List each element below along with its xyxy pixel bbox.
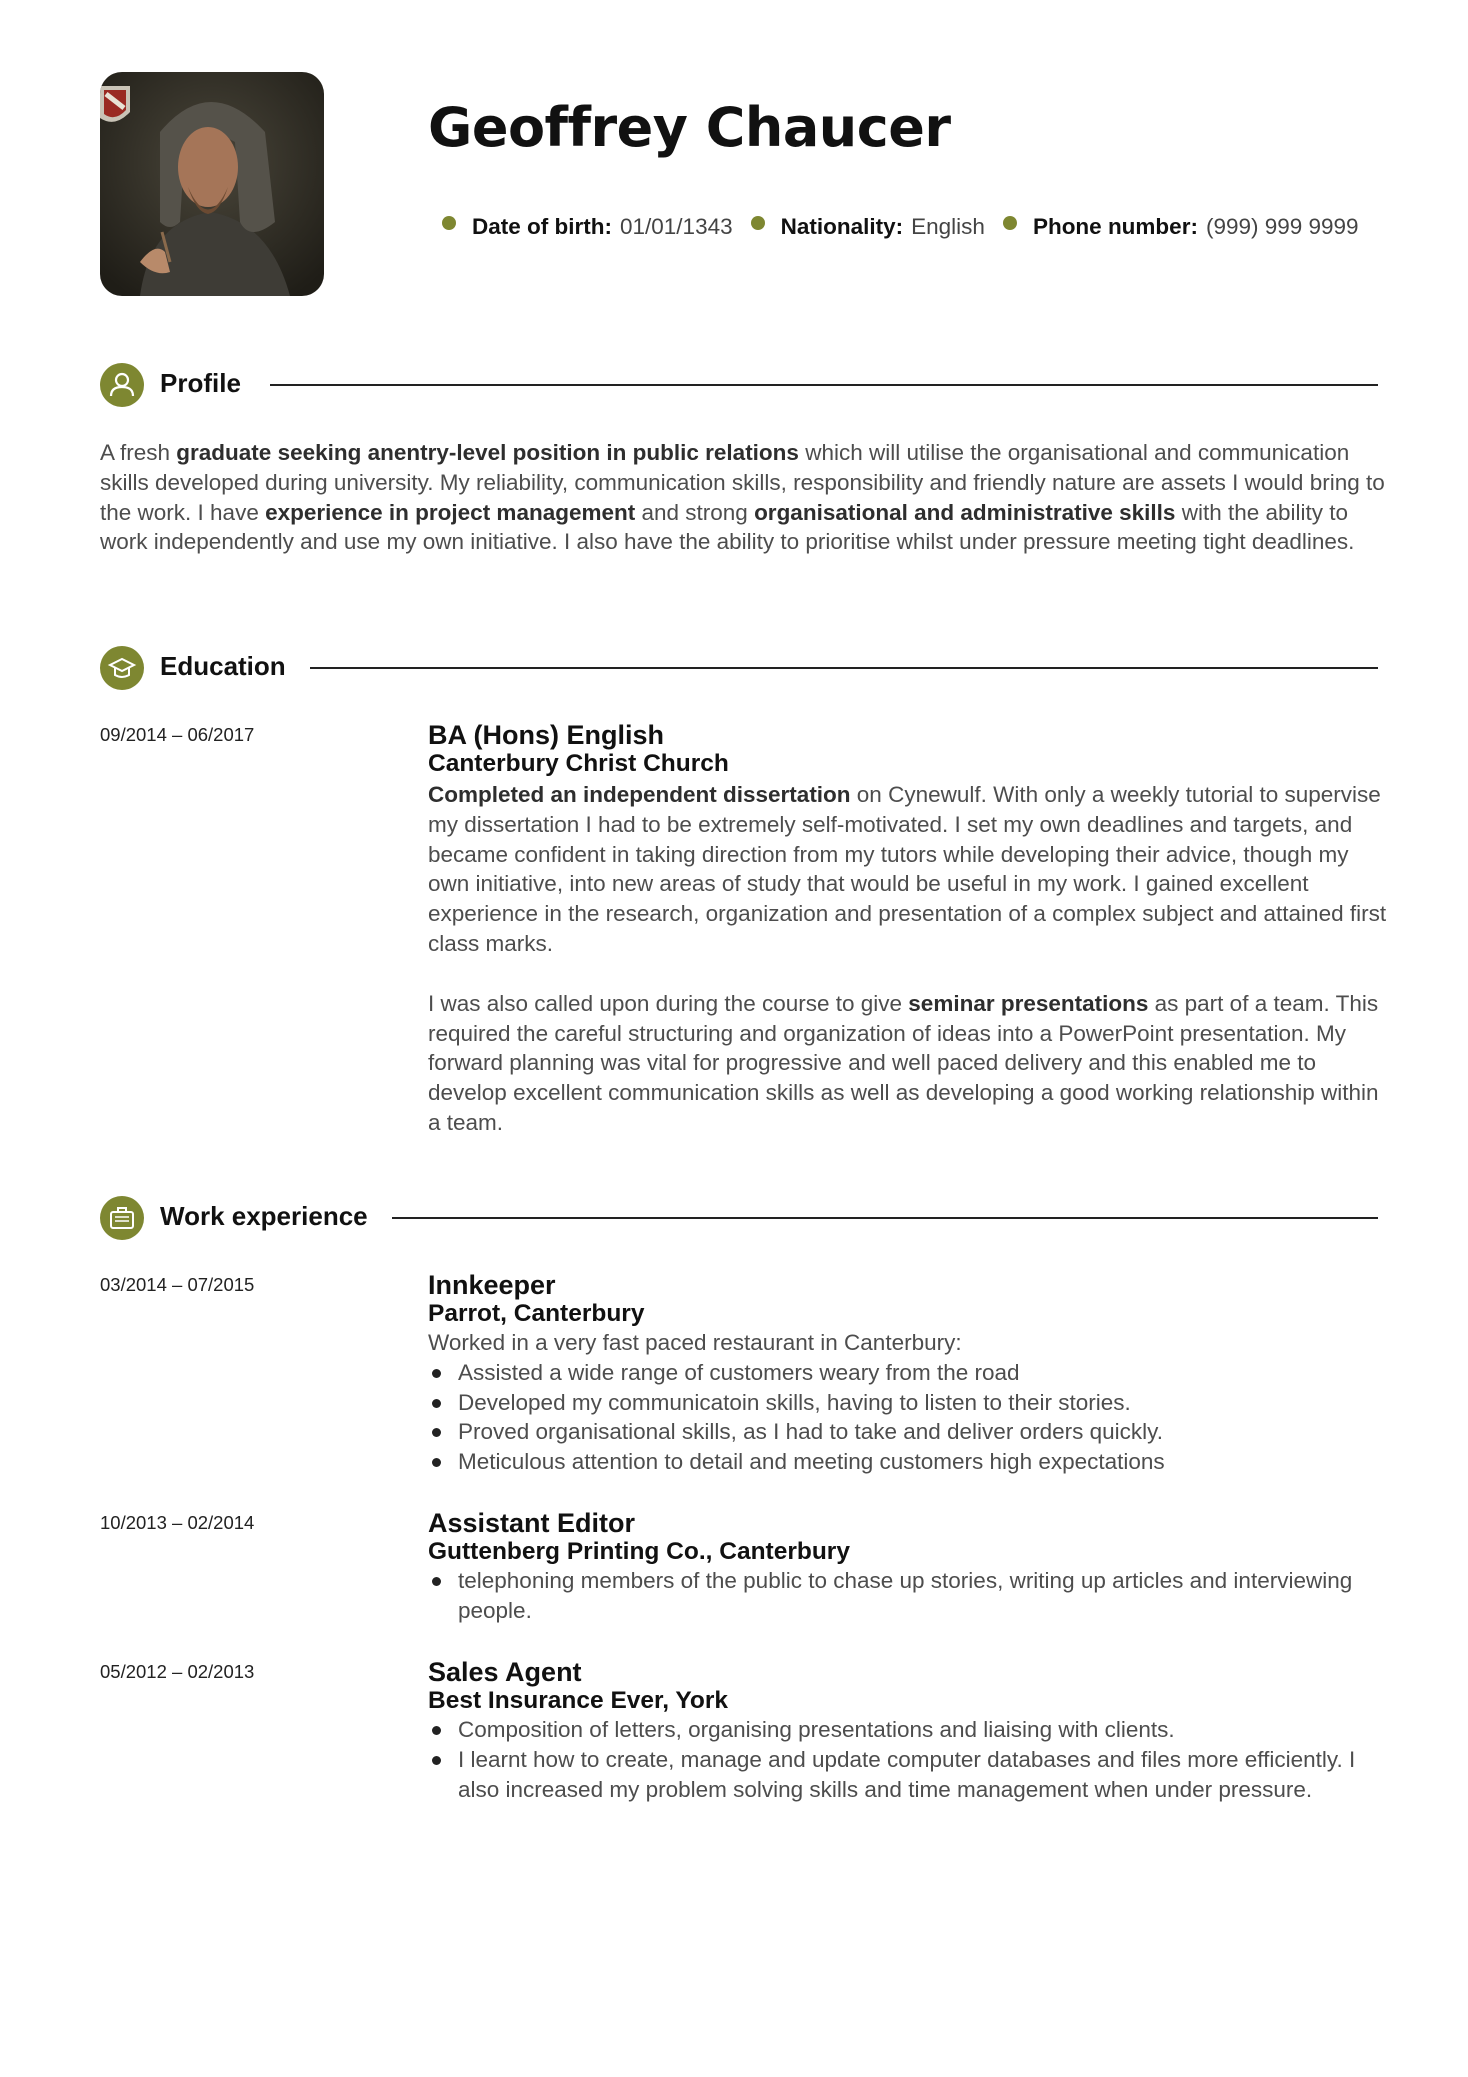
job-dates: 05/2012 – 02/2013 [100, 1661, 255, 1682]
profile-summary: A fresh graduate seeking anentry-level position in public relations which will utilise the organisational and communication skills developed during university. My reliability, communication skills, responsibility and friendly nature are assets I would bring to the work. I have experience in project management and strong organisational and administrative skills with the ability to work independently and use my own initiative. I also have the ability to prioritise whilst under pressure meeting tight deadlines. [100, 440, 1385, 555]
job-title: Innkeeper [428, 1270, 556, 1300]
user-icon [100, 363, 144, 407]
graduation-cap-icon [100, 646, 144, 690]
job-organization: Guttenberg Printing Co., Canterbury [428, 1538, 850, 1565]
list-item: Composition of letters, organising presentations and liaising with clients. [428, 1715, 1390, 1745]
portrait-photo [100, 72, 324, 296]
job-title: Assistant Editor [428, 1508, 636, 1538]
job-bullets [428, 1358, 1390, 1477]
section-divider [310, 667, 1378, 669]
person-name: Geoffrey Chaucer [428, 96, 951, 159]
bullet-dot [751, 216, 765, 230]
education-description: Completed an independent dissertation on Cynewulf. With only a weekly tutorial to supervise my dissertation I had to be extremely self-motivated. I set my own deadlines and targets, and became confident in taking direction from my tutors while developing their advice, though my own initiative, into new areas of study that would be useful in my work. I gained excellent experience in the research, organization and presentation of a complex subject and attained first class marks. [428, 782, 1387, 956]
phone-value: (999) 999 9999 [1205, 214, 1359, 239]
education-description: I was also called upon during the course to give seminar presentations as part of a team. This required the careful structuring and organization of ideas into a PowerPoint presentation. My forward planning was vital for progressive and well paced delivery and this enabled me to develop excellent communication skills as well as developing a good working relationship within a team. [428, 990, 1379, 1135]
job-entry [428, 1270, 1390, 1477]
phone-label: Phone number: [1032, 214, 1198, 239]
degree-title: BA (Hons) English [428, 720, 664, 750]
job-dates: 10/2013 – 02/2014 [100, 1512, 255, 1533]
job-bullets [428, 1715, 1390, 1804]
list-item: telephoning members of the public to chase up stories, writing up articles and interviewing people. [428, 1566, 1390, 1626]
list-item: Proved organisational skills, as I had to take and deliver orders quickly. [428, 1417, 1390, 1447]
job-dates: 03/2014 – 07/2015 [100, 1274, 255, 1295]
job-bullets [428, 1566, 1390, 1626]
job-organization: Best Insurance Ever, York [428, 1687, 729, 1714]
education-dates: 09/2014 – 06/2017 [100, 724, 255, 745]
section-title-profile: Profile [160, 368, 241, 398]
nationality-value: English [911, 214, 985, 239]
list-item: Developed my communicatoin skills, having to listen to their stories. [428, 1388, 1390, 1418]
section-title-work: Work experience [160, 1201, 368, 1231]
briefcase-icon [100, 1196, 144, 1240]
dob-label: Date of birth: [472, 214, 612, 239]
personal-info [442, 214, 1377, 240]
job-intro: Worked in a very fast paced restaurant in Canterbury: [428, 1330, 962, 1355]
section-title-education: Education [160, 651, 286, 681]
job-organization: Parrot, Canterbury [428, 1300, 645, 1327]
bullet-dot [442, 216, 456, 230]
section-divider [270, 384, 1378, 386]
list-item: Meticulous attention to detail and meeting customers high expectations [428, 1447, 1390, 1477]
school-name: Canterbury Christ Church [428, 750, 729, 777]
job-entry [428, 1657, 1390, 1804]
job-title: Sales Agent [428, 1657, 582, 1687]
list-item: I learnt how to create, manage and update computer databases and files more efficiently. I also increased my problem solving skills and time management when under pressure. [428, 1745, 1390, 1805]
list-item: Assisted a wide range of customers weary from the road [428, 1358, 1390, 1388]
nationality-label: Nationality: [780, 214, 904, 239]
section-divider [392, 1217, 1378, 1219]
dob-value: 01/01/1343 [620, 214, 733, 239]
education-entry [428, 720, 1390, 1138]
job-entry [428, 1508, 1390, 1626]
bullet-dot [1003, 216, 1017, 230]
